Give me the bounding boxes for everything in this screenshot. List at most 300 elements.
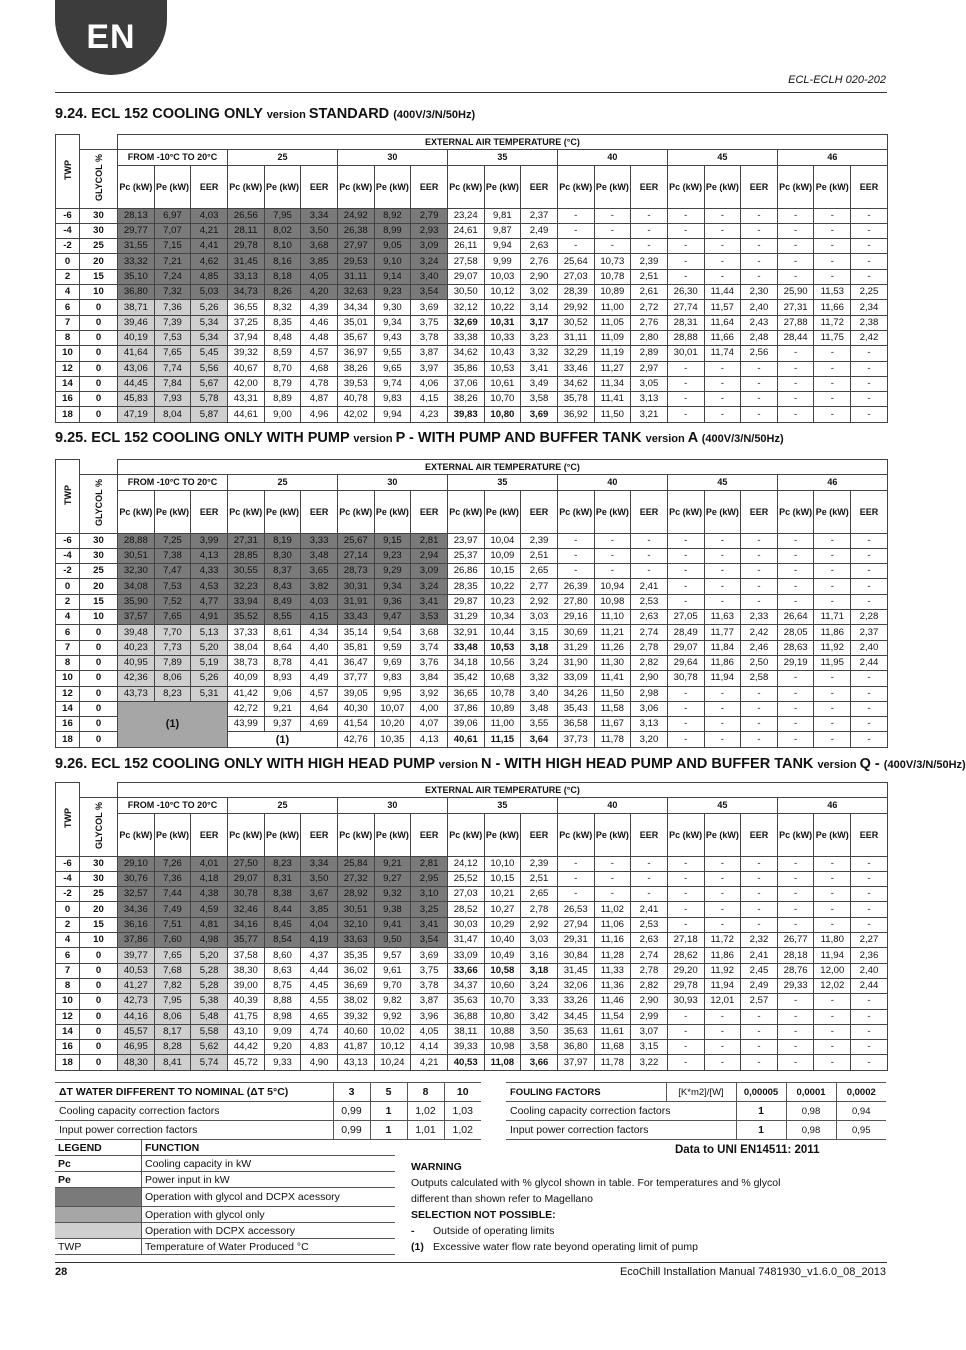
data-cell: 44,42: [227, 1040, 264, 1055]
pc-header: Pc (kW): [118, 813, 155, 856]
data-cell: -: [851, 254, 888, 269]
data-cell: 3,85: [301, 902, 338, 917]
glycol-value: 0: [80, 407, 118, 422]
data-cell: -: [741, 717, 778, 732]
data-cell: 11,67: [594, 717, 631, 732]
data-cell: 34,45: [557, 1009, 594, 1024]
data-cell: 5,34: [191, 330, 228, 345]
data-cell: 2,65: [521, 564, 558, 579]
fouling-value: 1: [736, 1121, 786, 1140]
data-cell: 8,64: [264, 640, 301, 655]
data-cell: -: [667, 239, 704, 254]
data-cell: 8,06: [154, 1009, 191, 1024]
data-cell: 23,97: [447, 533, 484, 548]
data-cell: -: [777, 732, 814, 747]
data-cell: 36,97: [337, 346, 374, 361]
data-cell: 30,93: [667, 994, 704, 1009]
table-row: [56, 208, 888, 223]
glycol-value: 25: [80, 564, 118, 579]
data-cell: 4,57: [301, 686, 338, 701]
delta-t-value: 1: [370, 1102, 407, 1121]
data-cell: 24,61: [447, 223, 484, 238]
data-cell: 3,66: [521, 1055, 558, 1070]
legend-swatch-medium: [55, 1207, 142, 1223]
data-cell: 36,88: [447, 1009, 484, 1024]
data-cell: -: [851, 1055, 888, 1070]
data-cell: 3,76: [411, 655, 448, 670]
data-cell: -: [667, 407, 704, 422]
blank-cell: [80, 783, 118, 798]
data-cell: 45,57: [118, 1024, 155, 1039]
data-cell: 25,64: [557, 254, 594, 269]
performance-table-3: [55, 782, 888, 1071]
data-cell: -: [777, 594, 814, 609]
data-cell: 8,06: [154, 671, 191, 686]
data-cell: -: [777, 254, 814, 269]
data-cell: 2,53: [631, 594, 668, 609]
data-cell: -: [777, 579, 814, 594]
table-row: [56, 315, 888, 330]
data-cell: -: [667, 717, 704, 732]
data-cell: -: [667, 1055, 704, 1070]
data-cell: -: [851, 1009, 888, 1024]
data-cell: 9,00: [264, 407, 301, 422]
fouling-value: 1: [736, 1102, 786, 1121]
data-cell: 36,55: [227, 300, 264, 315]
data-cell: 30,52: [557, 315, 594, 330]
data-cell: 8,93: [264, 671, 301, 686]
fouling-row-label: Input power correction factors: [506, 1121, 736, 1140]
data-cell: 4,62: [191, 254, 228, 269]
legend-text: Operation with DCPX accessory: [142, 1223, 396, 1239]
title-part: 9.24. ECL 152 COOLING ONLY: [55, 106, 267, 122]
data-cell: 37,97: [557, 1055, 594, 1070]
data-cell: -: [777, 917, 814, 932]
data-cell: 8,16: [264, 254, 301, 269]
data-cell: 2,61: [631, 285, 668, 300]
twp-header: [56, 135, 80, 209]
temp-group-header: 40: [557, 150, 667, 165]
data-cell: 3,18: [521, 640, 558, 655]
data-cell: -: [814, 376, 851, 391]
data-cell: 8,70: [264, 361, 301, 376]
data-cell: 3,40: [411, 269, 448, 284]
data-cell: 8,02: [264, 223, 301, 238]
data-cell: 9,83: [374, 671, 411, 686]
data-cell: 10,61: [484, 376, 521, 391]
legend-key: TWP: [55, 1239, 142, 1255]
data-cell: 3,69: [521, 407, 558, 422]
data-cell: 10,12: [484, 285, 521, 300]
table-row: [56, 346, 888, 361]
data-cell: 8,30: [264, 548, 301, 563]
data-cell: 9,32: [374, 887, 411, 902]
twp-value: 14: [56, 376, 80, 391]
data-cell: 2,43: [741, 315, 778, 330]
glycol-value: 0: [80, 717, 118, 732]
table-row: [56, 407, 888, 422]
data-cell: 32,91: [447, 625, 484, 640]
legend-swatch-dark: [55, 1188, 142, 1207]
notes: [411, 1159, 791, 1255]
data-cell: 11,46: [594, 994, 631, 1009]
data-cell: 30,51: [337, 902, 374, 917]
data-cell: 28,05: [777, 625, 814, 640]
data-cell: 7,60: [154, 933, 191, 948]
data-cell: 40,67: [227, 361, 264, 376]
data-cell: 7,93: [154, 392, 191, 407]
data-cell: 33,46: [557, 361, 594, 376]
delta-t-col: 5: [370, 1083, 407, 1102]
pe-header: Pe (kW): [814, 813, 851, 856]
data-cell: 11,33: [594, 963, 631, 978]
glycol-header-text: GLYCOL %: [93, 478, 104, 526]
data-cell: -: [777, 686, 814, 701]
pc-header: Pc (kW): [667, 490, 704, 533]
data-cell: 41,27: [118, 978, 155, 993]
data-cell: 43,99: [227, 717, 264, 732]
data-cell: 28,85: [227, 548, 264, 563]
data-cell: 11,61: [594, 1024, 631, 1039]
eer-header: EER: [851, 165, 888, 208]
data-cell: -: [814, 392, 851, 407]
data-cell: 37,94: [227, 330, 264, 345]
data-cell: 29,78: [667, 978, 704, 993]
title-part: version: [353, 433, 396, 445]
eer-header: EER: [191, 813, 228, 856]
data-cell: 4,41: [191, 239, 228, 254]
data-cell: 9,34: [374, 579, 411, 594]
data-cell: 2,34: [851, 300, 888, 315]
data-cell: 34,18: [447, 655, 484, 670]
data-cell: 4,06: [411, 376, 448, 391]
glycol-header: [80, 798, 118, 856]
data-cell: 7,95: [264, 208, 301, 223]
title-part: P - WITH PUMP AND BUFFER TANK: [395, 430, 646, 446]
data-cell: 9,37: [264, 717, 301, 732]
data-cell: -: [814, 548, 851, 563]
data-cell: 39,32: [337, 1009, 374, 1024]
data-cell: 11,50: [594, 686, 631, 701]
pc-header: Pc (kW): [667, 813, 704, 856]
data-cell: 38,30: [227, 963, 264, 978]
data-cell: 3,75: [411, 315, 448, 330]
data-cell: 10,43: [484, 346, 521, 361]
data-cell: 26,64: [777, 610, 814, 625]
data-cell: 35,67: [337, 330, 374, 345]
pc-header: Pc (kW): [777, 490, 814, 533]
data-cell: -: [851, 871, 888, 886]
data-cell: 4,65: [301, 1009, 338, 1024]
fouling-value: 0,94: [836, 1102, 886, 1121]
legend-text: Cooling capacity in kW: [142, 1156, 396, 1172]
twp-value: -4: [56, 548, 80, 563]
data-cell: 32,63: [337, 285, 374, 300]
data-cell: 9,41: [374, 917, 411, 932]
table-row: [56, 610, 888, 625]
data-cell: 2,90: [631, 671, 668, 686]
data-cell: -: [814, 269, 851, 284]
data-cell: -: [704, 407, 741, 422]
data-cell: 3,68: [411, 625, 448, 640]
data-cell: 9,23: [374, 548, 411, 563]
data-cell: 2,74: [631, 948, 668, 963]
data-cell: 12,01: [704, 994, 741, 1009]
twp-value: -6: [56, 208, 80, 223]
eer-header: EER: [851, 490, 888, 533]
data-cell: -: [667, 208, 704, 223]
data-cell: 10,70: [484, 994, 521, 1009]
data-cell: 31,90: [557, 655, 594, 670]
glycol-value: 15: [80, 917, 118, 932]
twp-value: -6: [56, 533, 80, 548]
data-cell: -: [741, 1009, 778, 1024]
data-cell: 2,78: [521, 902, 558, 917]
data-cell: 42,72: [227, 701, 264, 716]
data-cell: 3,15: [521, 625, 558, 640]
data-cell: 41,42: [227, 686, 264, 701]
twp-value: -2: [56, 887, 80, 902]
data-cell: 8,23: [264, 856, 301, 871]
data-cell: 3,58: [521, 392, 558, 407]
data-cell: 3,06: [631, 701, 668, 716]
data-cell: 8,17: [154, 1024, 191, 1039]
data-cell: 11,19: [594, 346, 631, 361]
data-cell: 8,92: [374, 208, 411, 223]
data-cell: 3,02: [521, 285, 558, 300]
data-cell: -: [851, 671, 888, 686]
data-cell: 10,20: [374, 717, 411, 732]
data-cell: -: [814, 361, 851, 376]
data-cell: 8,45: [264, 917, 301, 932]
data-cell: 8,19: [264, 533, 301, 548]
data-cell: 5,38: [191, 994, 228, 1009]
data-cell: 27,50: [227, 856, 264, 871]
data-cell: 2,49: [741, 978, 778, 993]
twp-value: 10: [56, 346, 80, 361]
data-cell: 7,51: [154, 917, 191, 932]
data-cell: 4,13: [411, 732, 448, 747]
data-cell: 3,54: [411, 285, 448, 300]
table-row: [56, 978, 888, 993]
data-cell: 11,78: [594, 1055, 631, 1070]
data-cell: 9,87: [484, 223, 521, 238]
twp-value: -2: [56, 239, 80, 254]
data-cell: 42,76: [337, 732, 374, 747]
data-cell: 2,65: [521, 887, 558, 902]
pc-header: Pc (kW): [557, 165, 594, 208]
data-cell: 4,13: [191, 548, 228, 563]
data-cell: 2,56: [741, 346, 778, 361]
twp-value: 14: [56, 701, 80, 716]
data-cell: -: [851, 579, 888, 594]
twp-value: 2: [56, 594, 80, 609]
delta-t-col: 3: [333, 1083, 370, 1102]
data-cell: 45,72: [227, 1055, 264, 1070]
data-cell: -: [741, 1040, 778, 1055]
selection-mark: -: [411, 1225, 415, 1237]
glycol-value: 0: [80, 346, 118, 361]
data-cell: 9,27: [374, 871, 411, 886]
data-cell: 40,19: [118, 330, 155, 345]
data-cell: 3,17: [521, 315, 558, 330]
delta-t-value: 0,99: [333, 1121, 370, 1140]
data-cell: 2,98: [631, 686, 668, 701]
data-cell: 8,75: [264, 978, 301, 993]
glycol-value: 10: [80, 933, 118, 948]
data-cell: 10,21: [484, 887, 521, 902]
data-cell: 3,65: [301, 564, 338, 579]
data-cell: -: [814, 671, 851, 686]
data-cell: -: [741, 1024, 778, 1039]
data-cell: -: [851, 594, 888, 609]
glycol-header: [80, 475, 118, 533]
glycol-value: 0: [80, 963, 118, 978]
data-cell: 10,60: [484, 978, 521, 993]
data-cell: 35,63: [557, 1024, 594, 1039]
twp-value: 16: [56, 717, 80, 732]
data-cell: 25,67: [337, 533, 374, 548]
data-cell: 2,92: [521, 917, 558, 932]
data-cell: -: [741, 732, 778, 747]
data-cell: -: [557, 223, 594, 238]
data-cell: 29,33: [777, 978, 814, 993]
delta-t-value: 1: [370, 1121, 407, 1140]
glycol-value: 30: [80, 223, 118, 238]
data-cell: 8,61: [264, 625, 301, 640]
data-cell: 11,77: [704, 625, 741, 640]
data-cell: 42,00: [227, 376, 264, 391]
data-cell: 2,27: [851, 933, 888, 948]
data-cell: 5,28: [191, 978, 228, 993]
data-cell: 4,64: [301, 701, 338, 716]
data-cell: 9,69: [374, 655, 411, 670]
data-cell: 12,00: [814, 963, 851, 978]
twp-value: 10: [56, 994, 80, 1009]
data-cell: -: [704, 579, 741, 594]
data-cell: 12,02: [814, 978, 851, 993]
data-cell: 35,63: [447, 994, 484, 1009]
page-number: 28: [55, 1266, 68, 1278]
data-cell: 11,84: [704, 640, 741, 655]
data-cell: -: [741, 533, 778, 548]
data-cell: 4,21: [191, 223, 228, 238]
data-cell: 4,01: [191, 856, 228, 871]
data-cell: 3,78: [411, 978, 448, 993]
data-cell: -: [777, 239, 814, 254]
data-cell: 3,34: [301, 208, 338, 223]
data-cell: 25,90: [777, 285, 814, 300]
data-cell: 43,06: [118, 361, 155, 376]
data-cell: 25,37: [447, 548, 484, 563]
data-cell: 5,48: [191, 1009, 228, 1024]
data-cell: 10,73: [594, 254, 631, 269]
data-cell: -: [594, 239, 631, 254]
data-cell: -: [814, 871, 851, 886]
data-cell: 7,84: [154, 376, 191, 391]
title-part: (400V/3/N/50Hz): [883, 759, 966, 771]
data-cell: -: [741, 208, 778, 223]
data-cell: -: [851, 376, 888, 391]
data-cell: -: [704, 1055, 741, 1070]
section-title-2: [55, 430, 784, 446]
data-cell: 10,78: [594, 269, 631, 284]
data-cell: 40,53: [118, 963, 155, 978]
title-part: version: [817, 759, 860, 771]
data-cell: 36,58: [557, 717, 594, 732]
data-cell: -: [704, 239, 741, 254]
data-cell: 29,87: [447, 594, 484, 609]
twp-header: [56, 460, 80, 534]
data-cell: -: [851, 887, 888, 902]
data-cell: -: [851, 548, 888, 563]
data-cell: 2,79: [411, 208, 448, 223]
temp-group-header: 46: [777, 150, 887, 165]
twp-value: 10: [56, 671, 80, 686]
data-cell: 32,69: [447, 315, 484, 330]
data-cell: 9,94: [484, 239, 521, 254]
data-cell: 9,09: [264, 1024, 301, 1039]
data-cell: 40,78: [337, 392, 374, 407]
data-cell: -: [814, 902, 851, 917]
data-cell: 2,51: [631, 269, 668, 284]
data-cell: -: [777, 223, 814, 238]
pe-header: Pe (kW): [484, 813, 521, 856]
data-cell: 35,42: [447, 671, 484, 686]
data-cell: 30,01: [667, 346, 704, 361]
data-cell: 3,33: [521, 994, 558, 1009]
pe-header: Pe (kW): [814, 490, 851, 533]
temp-group-header: 35: [447, 798, 557, 813]
data-cell: -: [594, 564, 631, 579]
delta-t-value: 1,03: [444, 1102, 481, 1121]
delta-t-row-label: Input power correction factors: [55, 1121, 333, 1140]
data-cell: -: [704, 856, 741, 871]
data-cell: 31,45: [227, 254, 264, 269]
glycol-value: 20: [80, 579, 118, 594]
footer-text: EcoChill Installation Manual 7481930_v1.6.0_08_2013: [619, 1266, 886, 1278]
data-cell: 3,41: [521, 361, 558, 376]
data-cell: 4,48: [301, 330, 338, 345]
data-cell: 30,76: [118, 871, 155, 886]
data-cell: -: [777, 701, 814, 716]
data-cell: 8,55: [264, 610, 301, 625]
twp-value: 0: [56, 579, 80, 594]
twp-header-text: TWP: [62, 159, 73, 180]
data-cell: -: [851, 269, 888, 284]
data-cell: 2,97: [631, 361, 668, 376]
data-cell: 8,88: [264, 994, 301, 1009]
data-cell: 10,15: [484, 564, 521, 579]
data-cell: 7,65: [154, 948, 191, 963]
data-cell: 9,43: [374, 330, 411, 345]
data-cell: 41,87: [337, 1040, 374, 1055]
data-cell: -: [704, 887, 741, 902]
data-cell: 2,46: [741, 640, 778, 655]
data-cell: 27,31: [777, 300, 814, 315]
data-cell: 7,74: [154, 361, 191, 376]
performance-table-1: [55, 134, 888, 423]
data-cell: 9,29: [374, 564, 411, 579]
data-cell: -: [594, 208, 631, 223]
data-cell: -: [741, 254, 778, 269]
data-cell: -: [777, 856, 814, 871]
data-cell: -: [594, 223, 631, 238]
data-cell: 10,10: [484, 856, 521, 871]
twp-value: 7: [56, 640, 80, 655]
twp-value: 4: [56, 610, 80, 625]
twp-value: -2: [56, 564, 80, 579]
